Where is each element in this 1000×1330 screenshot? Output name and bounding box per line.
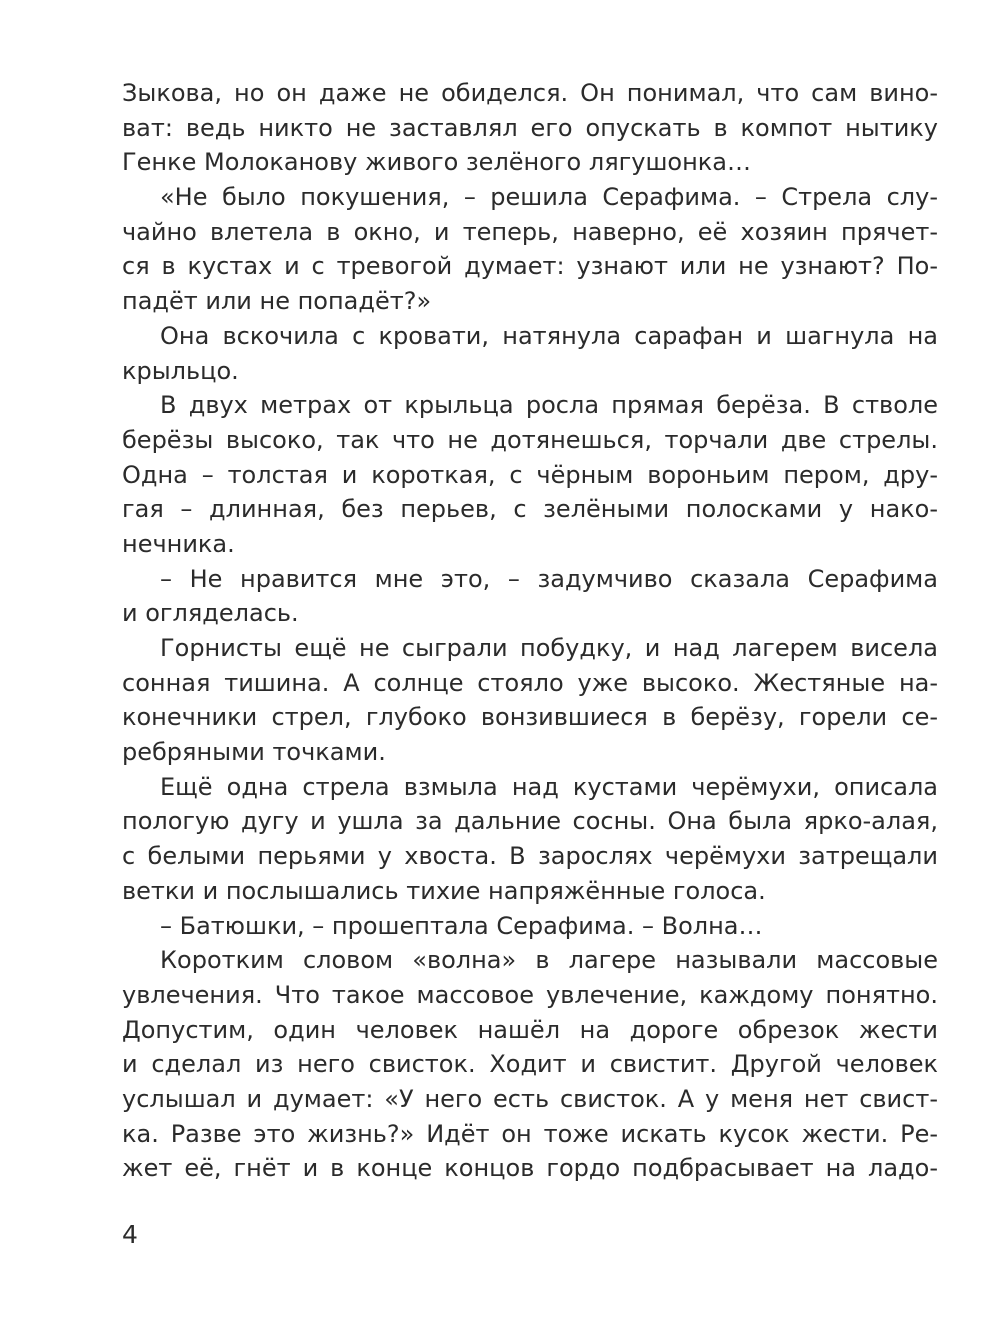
text-line: падёт или не попадёт?» — [122, 287, 432, 316]
text-line: Зыкова, но он даже не обиделся. Он понимал, что сам вино- — [122, 79, 938, 107]
paragraph-8 — [122, 909, 938, 944]
paragraph-2 — [122, 180, 938, 319]
text-line: пологую дугу и ушла за дальние сосны. Она была ярко-алая, — [122, 807, 938, 836]
text-line: нечника. — [122, 529, 235, 558]
text-line: – Батюшки, – прошептала Серафима. – Волна… — [160, 911, 763, 940]
text-line: Ещё одна стрела взмыла над кустами черёмухи, описала — [160, 772, 938, 801]
text-line: ся в кустах и с тревогой думает: узнают или не узнают? По- — [122, 252, 938, 281]
text-line: жет её, гнёт и в конце концов гордо подбрасывает на ладо- — [122, 1154, 938, 1183]
paragraph-9 — [122, 943, 938, 1186]
text-line: конечники стрел, глубоко вонзившиеся в берёзу, горели се- — [122, 703, 938, 732]
text-line: «Не было покушения, – решила Серафима. – Стрела слу- — [160, 183, 938, 212]
text-line: сонная тишина. А солнце стояло уже высоко. Жестяные на- — [122, 668, 938, 697]
text-line: увлечения. Что такое массовое увлечение, каждому понятно. — [122, 980, 938, 1009]
text-line: крыльцо. — [122, 356, 239, 385]
text-line: В двух метрах от крыльца росла прямая берёза. В стволе — [160, 391, 938, 420]
paragraph-6 — [122, 631, 938, 770]
text-line: Коротким словом «волна» в лагере называли массовые — [160, 946, 938, 975]
text-line: Допустим, один человек нашёл на дороге обрезок жести — [122, 1015, 938, 1044]
text-line: чайно влетела в окно, и теперь, наверно, её хозяин прячет- — [122, 217, 938, 246]
text-line: ребряными точками. — [122, 738, 386, 767]
text-line: берёзы высоко, так что не дотянешься, торчали две стрелы. — [122, 425, 938, 454]
text-line: Генке Молоканову живого зелёного лягушонка… — [122, 148, 751, 177]
text-line: с белыми перьями у хвоста. В зарослях черёмухи затрещали — [122, 842, 938, 871]
text-line: Одна – толстая и короткая, с чёрным вороньим пером, дру- — [122, 460, 938, 489]
text-line: ка. Разве это жизнь?» Идёт он тоже искать кусок жести. Ре- — [122, 1119, 938, 1148]
text-line: Она вскочила с кровати, натянула сарафан и шагнула на — [160, 321, 938, 350]
text-line: ветки и послышались тихие напряжённые голоса. — [122, 876, 766, 905]
text-line: гая – длинная, без перьев, с зелёными полосками у нако- — [122, 495, 938, 524]
text-line: услышал и думает: «У него есть свисток. А у меня нет свист- — [122, 1084, 938, 1113]
page-number: 4 — [122, 1220, 138, 1249]
text-line: и сделал из него свисток. Ходит и свистит. Другой человек — [122, 1050, 938, 1079]
paragraph-3 — [122, 319, 938, 388]
text-line: ват: ведь никто не заставлял его опускать в компот нытику — [122, 113, 938, 142]
paragraph-1 — [122, 76, 938, 180]
page-body — [122, 76, 938, 1186]
text-line: – Не нравится мне это, – задумчиво сказала Серафима — [160, 564, 938, 593]
paragraph-5 — [122, 562, 938, 631]
paragraph-7 — [122, 770, 938, 909]
text-line: и огляделась. — [122, 599, 299, 628]
text-line: Горнисты ещё не сыграли побудку, и над лагерем висела — [160, 634, 938, 662]
paragraph-4 — [122, 388, 938, 561]
